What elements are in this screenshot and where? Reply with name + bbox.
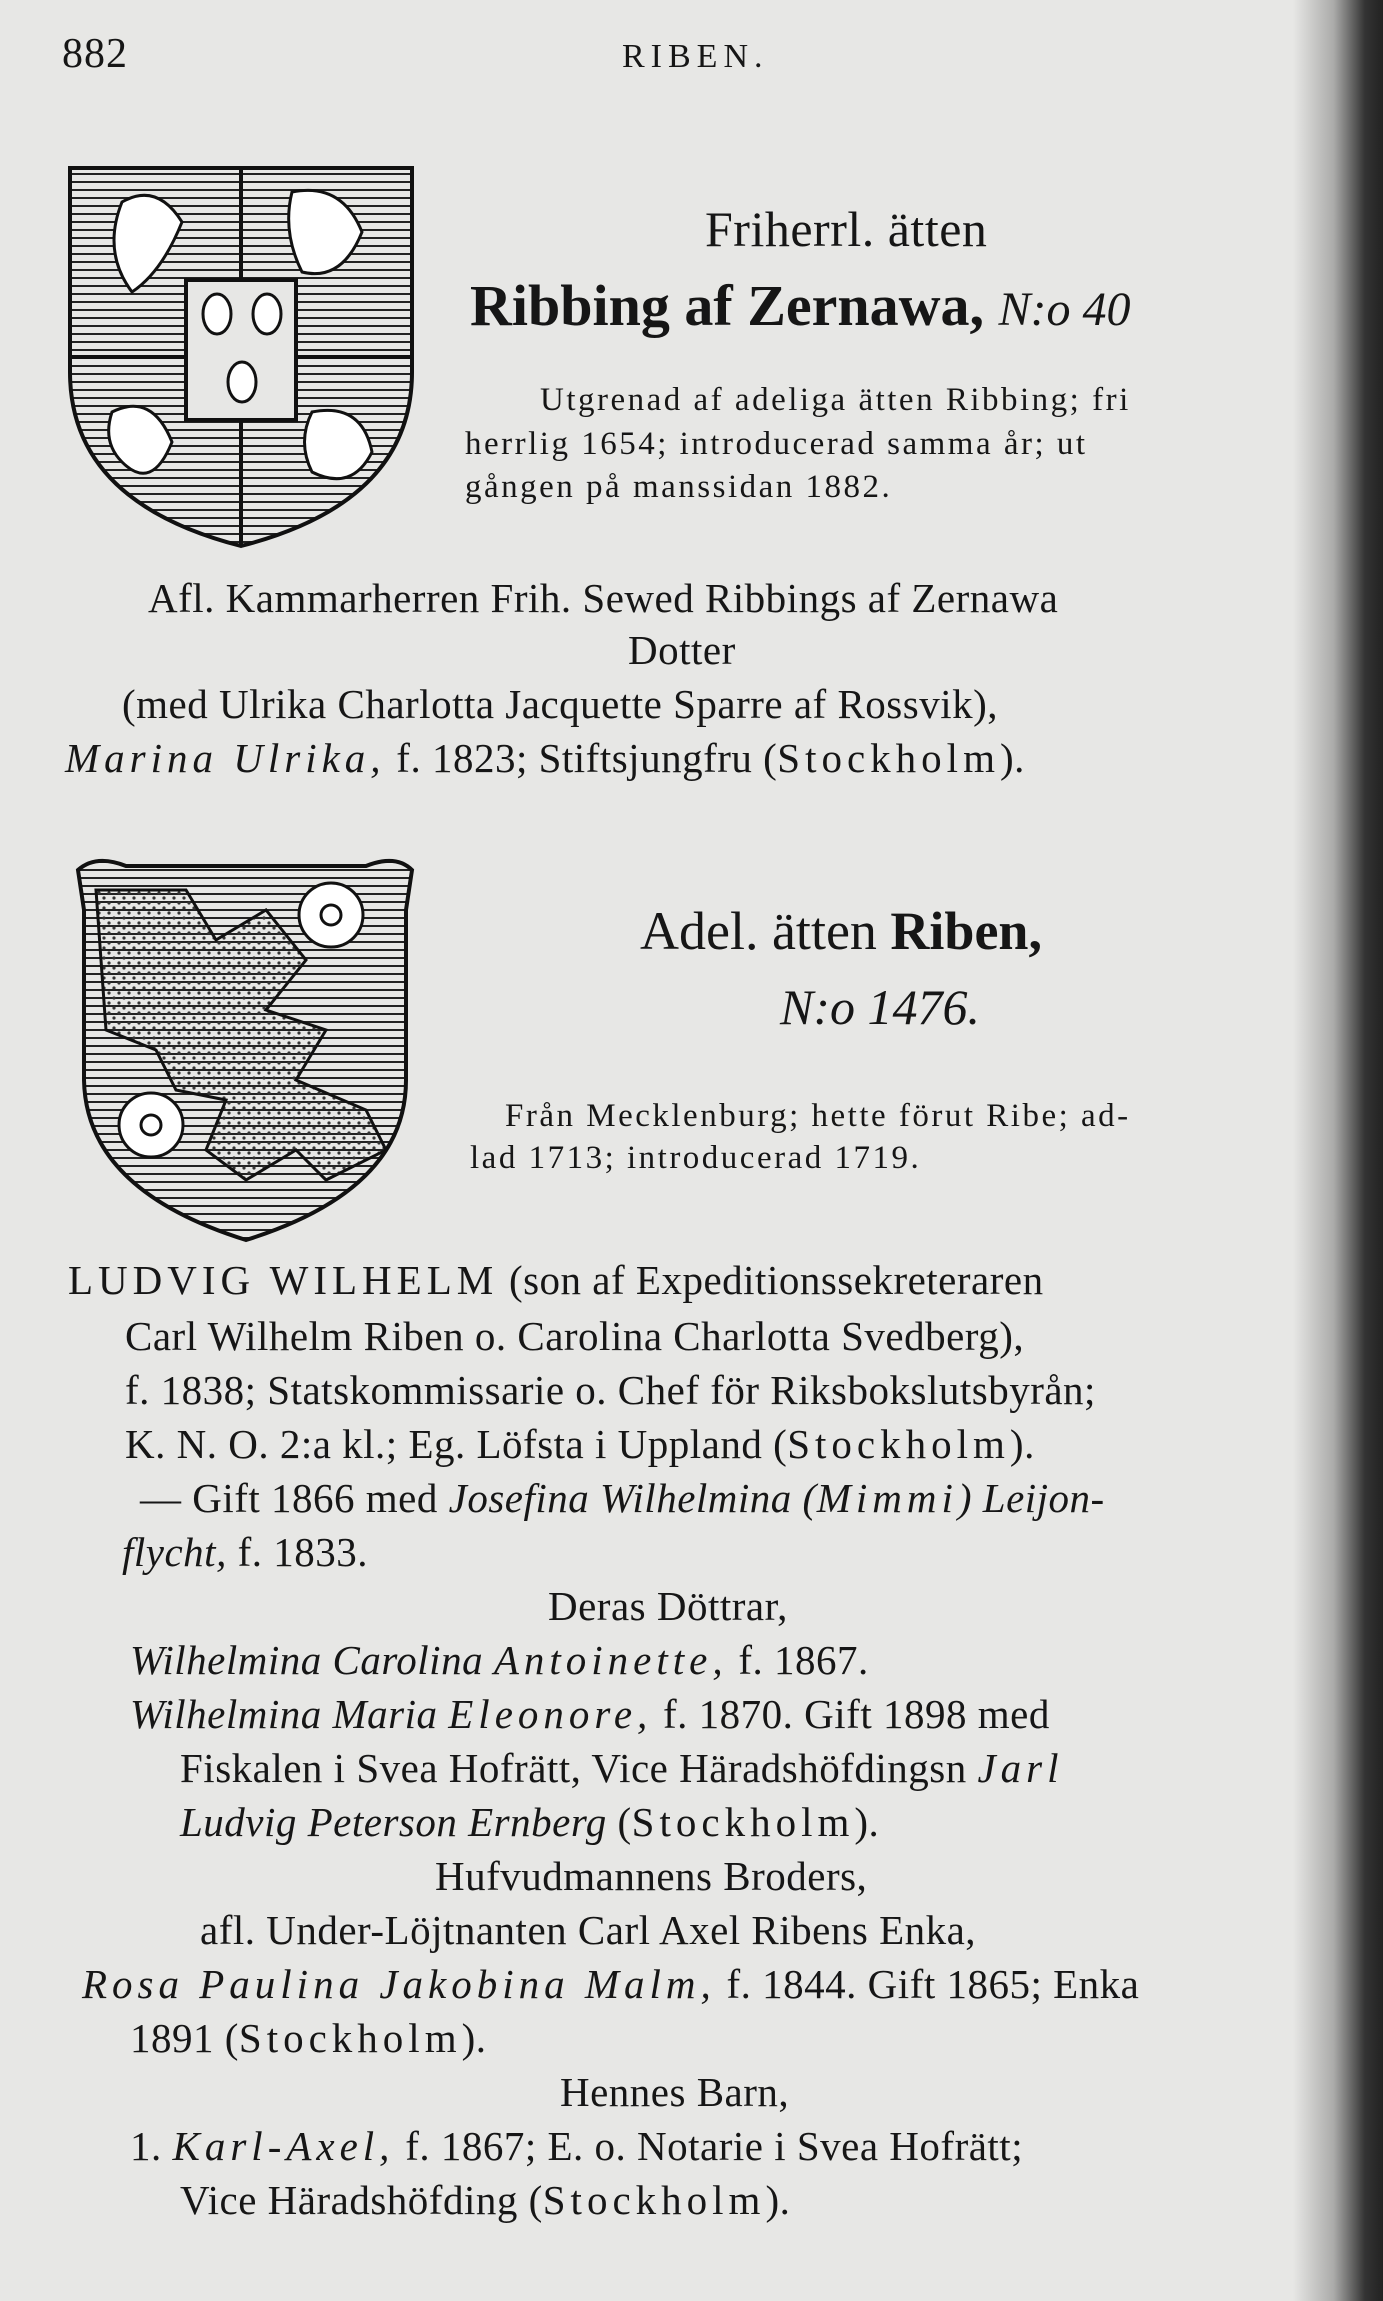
family2-daughter-2-line-3-place: Stockholm <box>631 1799 855 1845</box>
family1-mother: (med Ulrika Charlotta Jacquette Sparre af Rossvik), <box>122 681 998 727</box>
family1-title-no: N:o 40 <box>998 283 1131 336</box>
family2-line-6-name: flycht, <box>122 1529 227 1575</box>
family2-daughter-1-rest: f. 1867. <box>738 1637 869 1683</box>
family1-intro-1: Utgrenad af adeliga ätten Ribbing; fri <box>540 382 1131 418</box>
family1-daughter-rest: f. 1823; Stiftsjungfru ( <box>396 735 778 781</box>
family2-widow-line-2-end: ). <box>461 2015 487 2061</box>
family2-line-5 <box>140 1474 1105 1522</box>
family2-line-5-a: — Gift 1866 med <box>140 1475 438 1521</box>
family1-intro-2: herrlig 1654; introducerad samma år; ut <box>465 426 1088 462</box>
page-gutter-shadow <box>1293 0 1383 2301</box>
family2-line-5-name2: ) Leijon- <box>957 1475 1105 1521</box>
family2-intro-2: lad 1713; introducerad 1719. <box>470 1140 922 1176</box>
family2-afl-line: afl. Under-Löjtnanten Carl Axel Ribens Enka, <box>200 1907 977 1953</box>
family1-dotter: Dotter <box>628 627 736 673</box>
family1-intro-3: gången på manssidan 1882. <box>465 469 893 505</box>
coat-of-arms-riben <box>66 850 424 1246</box>
family2-daughter-2-line-2 <box>180 1744 1064 1792</box>
family2-daughter-2 <box>130 1690 1050 1738</box>
family2-daughter-2-line-2-a: Fiskalen i Svea Hofrätt, Vice Häradshöfdingsn <box>180 1745 967 1791</box>
family2-line-2: Carl Wilhelm Riben o. Carolina Charlotta Svedberg), <box>125 1313 1025 1359</box>
family2-child-1-name: Karl-Axel, <box>172 2123 395 2169</box>
family1-title <box>470 272 1131 339</box>
family2-head-line <box>68 1256 1044 1304</box>
family2-line-5-name: Josefina Wilhelmina ( <box>448 1475 817 1521</box>
family2-line-4-end: ). <box>1009 1421 1035 1467</box>
family1-daughter-place: Stockholm <box>777 735 1000 781</box>
running-head: RIBEN. <box>622 38 769 75</box>
family2-line-3: f. 1838; Statskommissarie o. Chef för Riksbokslutsbyrån; <box>125 1367 1096 1413</box>
family2-daughter-2-name-sp: Eleonore, <box>448 1691 653 1737</box>
family2-line-5-nick: Mimmi <box>816 1475 958 1521</box>
family2-head-name: LUDVIG WILHELM <box>68 1257 499 1303</box>
family1-afl-line: Afl. Kammarherren Frih. Sewed Ribbings af Zernawa <box>148 575 1059 621</box>
family2-child-1-num: 1. <box>130 2123 162 2169</box>
family1-daughter-name: Marina Ulrika, <box>65 735 386 781</box>
family2-line-6-rest: f. 1833. <box>237 1529 368 1575</box>
family2-brothers-heading: Hufvudmannens Broders, <box>435 1853 868 1899</box>
family2-daughter-2-line-3-a: ( <box>617 1799 632 1845</box>
family1-title-line1: Friherrl. ätten <box>705 201 988 257</box>
family2-child-1-rest: f. 1867; E. o. Notarie i Svea Hofrätt; <box>405 2123 1024 2169</box>
family2-children-heading: Hennes Barn, <box>560 2069 790 2115</box>
family2-daughter-2-line-3-end: ). <box>854 1799 880 1845</box>
family2-title-prefix: Adel. ätten <box>640 901 877 961</box>
family2-daughter-1-name-sp: Antoinette, <box>493 1637 728 1683</box>
family2-child-1-line-2 <box>180 2176 790 2224</box>
family2-daughter-2-rest: f. 1870. Gift 1898 med <box>663 1691 1050 1737</box>
family2-daughters-heading: Deras Döttrar, <box>548 1583 788 1629</box>
page-number: 882 <box>62 31 128 77</box>
family2-title <box>640 900 1042 962</box>
family2-title-no: N:o 1476. <box>780 979 980 1035</box>
family2-daughter-2-line-3-name: Ludvig Peterson Ernberg <box>180 1799 607 1845</box>
family2-widow-line <box>82 1960 1139 2008</box>
family2-line-6 <box>122 1528 368 1576</box>
family1-daughter-end: ). <box>999 735 1025 781</box>
family2-daughter-2-line-2-name: Jarl <box>977 1745 1064 1791</box>
family2-child-1-line-2-place: Stockholm <box>542 2177 766 2223</box>
family2-daughter-1 <box>130 1636 869 1684</box>
family2-daughter-1-name: Wilhelmina Carolina <box>130 1637 484 1683</box>
family2-daughter-2-name: Wilhelmina Maria <box>130 1691 438 1737</box>
family2-widow-name: Rosa Paulina Jakobina Malm, <box>82 1961 716 2007</box>
family2-daughter-2-line-3 <box>180 1798 879 1846</box>
family2-widow-line-2-place: Stockholm <box>238 2015 462 2061</box>
family2-line-4-place: Stockholm <box>787 1421 1010 1467</box>
family2-line-4-a: K. N. O. 2:a kl.; Eg. Löfsta i Uppland ( <box>125 1421 788 1467</box>
family2-widow-line-2-a: 1891 ( <box>130 2015 239 2061</box>
family2-title-name: Riben, <box>890 901 1042 961</box>
family1-title-name: Ribbing af Zernawa, <box>470 273 985 338</box>
family2-line-4 <box>125 1420 1035 1468</box>
family2-child-1 <box>130 2122 1023 2170</box>
coat-of-arms-ribbing <box>62 162 420 552</box>
family2-widow-rest: f. 1844. Gift 1865; Enka <box>726 1961 1140 2007</box>
family2-widow-line-2 <box>130 2014 487 2062</box>
family1-daughter <box>65 734 1025 782</box>
family2-intro-1: Från Mecklenburg; hette förut Ribe; ad- <box>505 1098 1131 1134</box>
family2-child-1-line-2-a: Vice Häradshöfding ( <box>180 2177 543 2223</box>
family2-child-1-line-2-end: ). <box>765 2177 791 2223</box>
family2-head-rest: (son af Expeditionssekreteraren <box>508 1257 1044 1303</box>
